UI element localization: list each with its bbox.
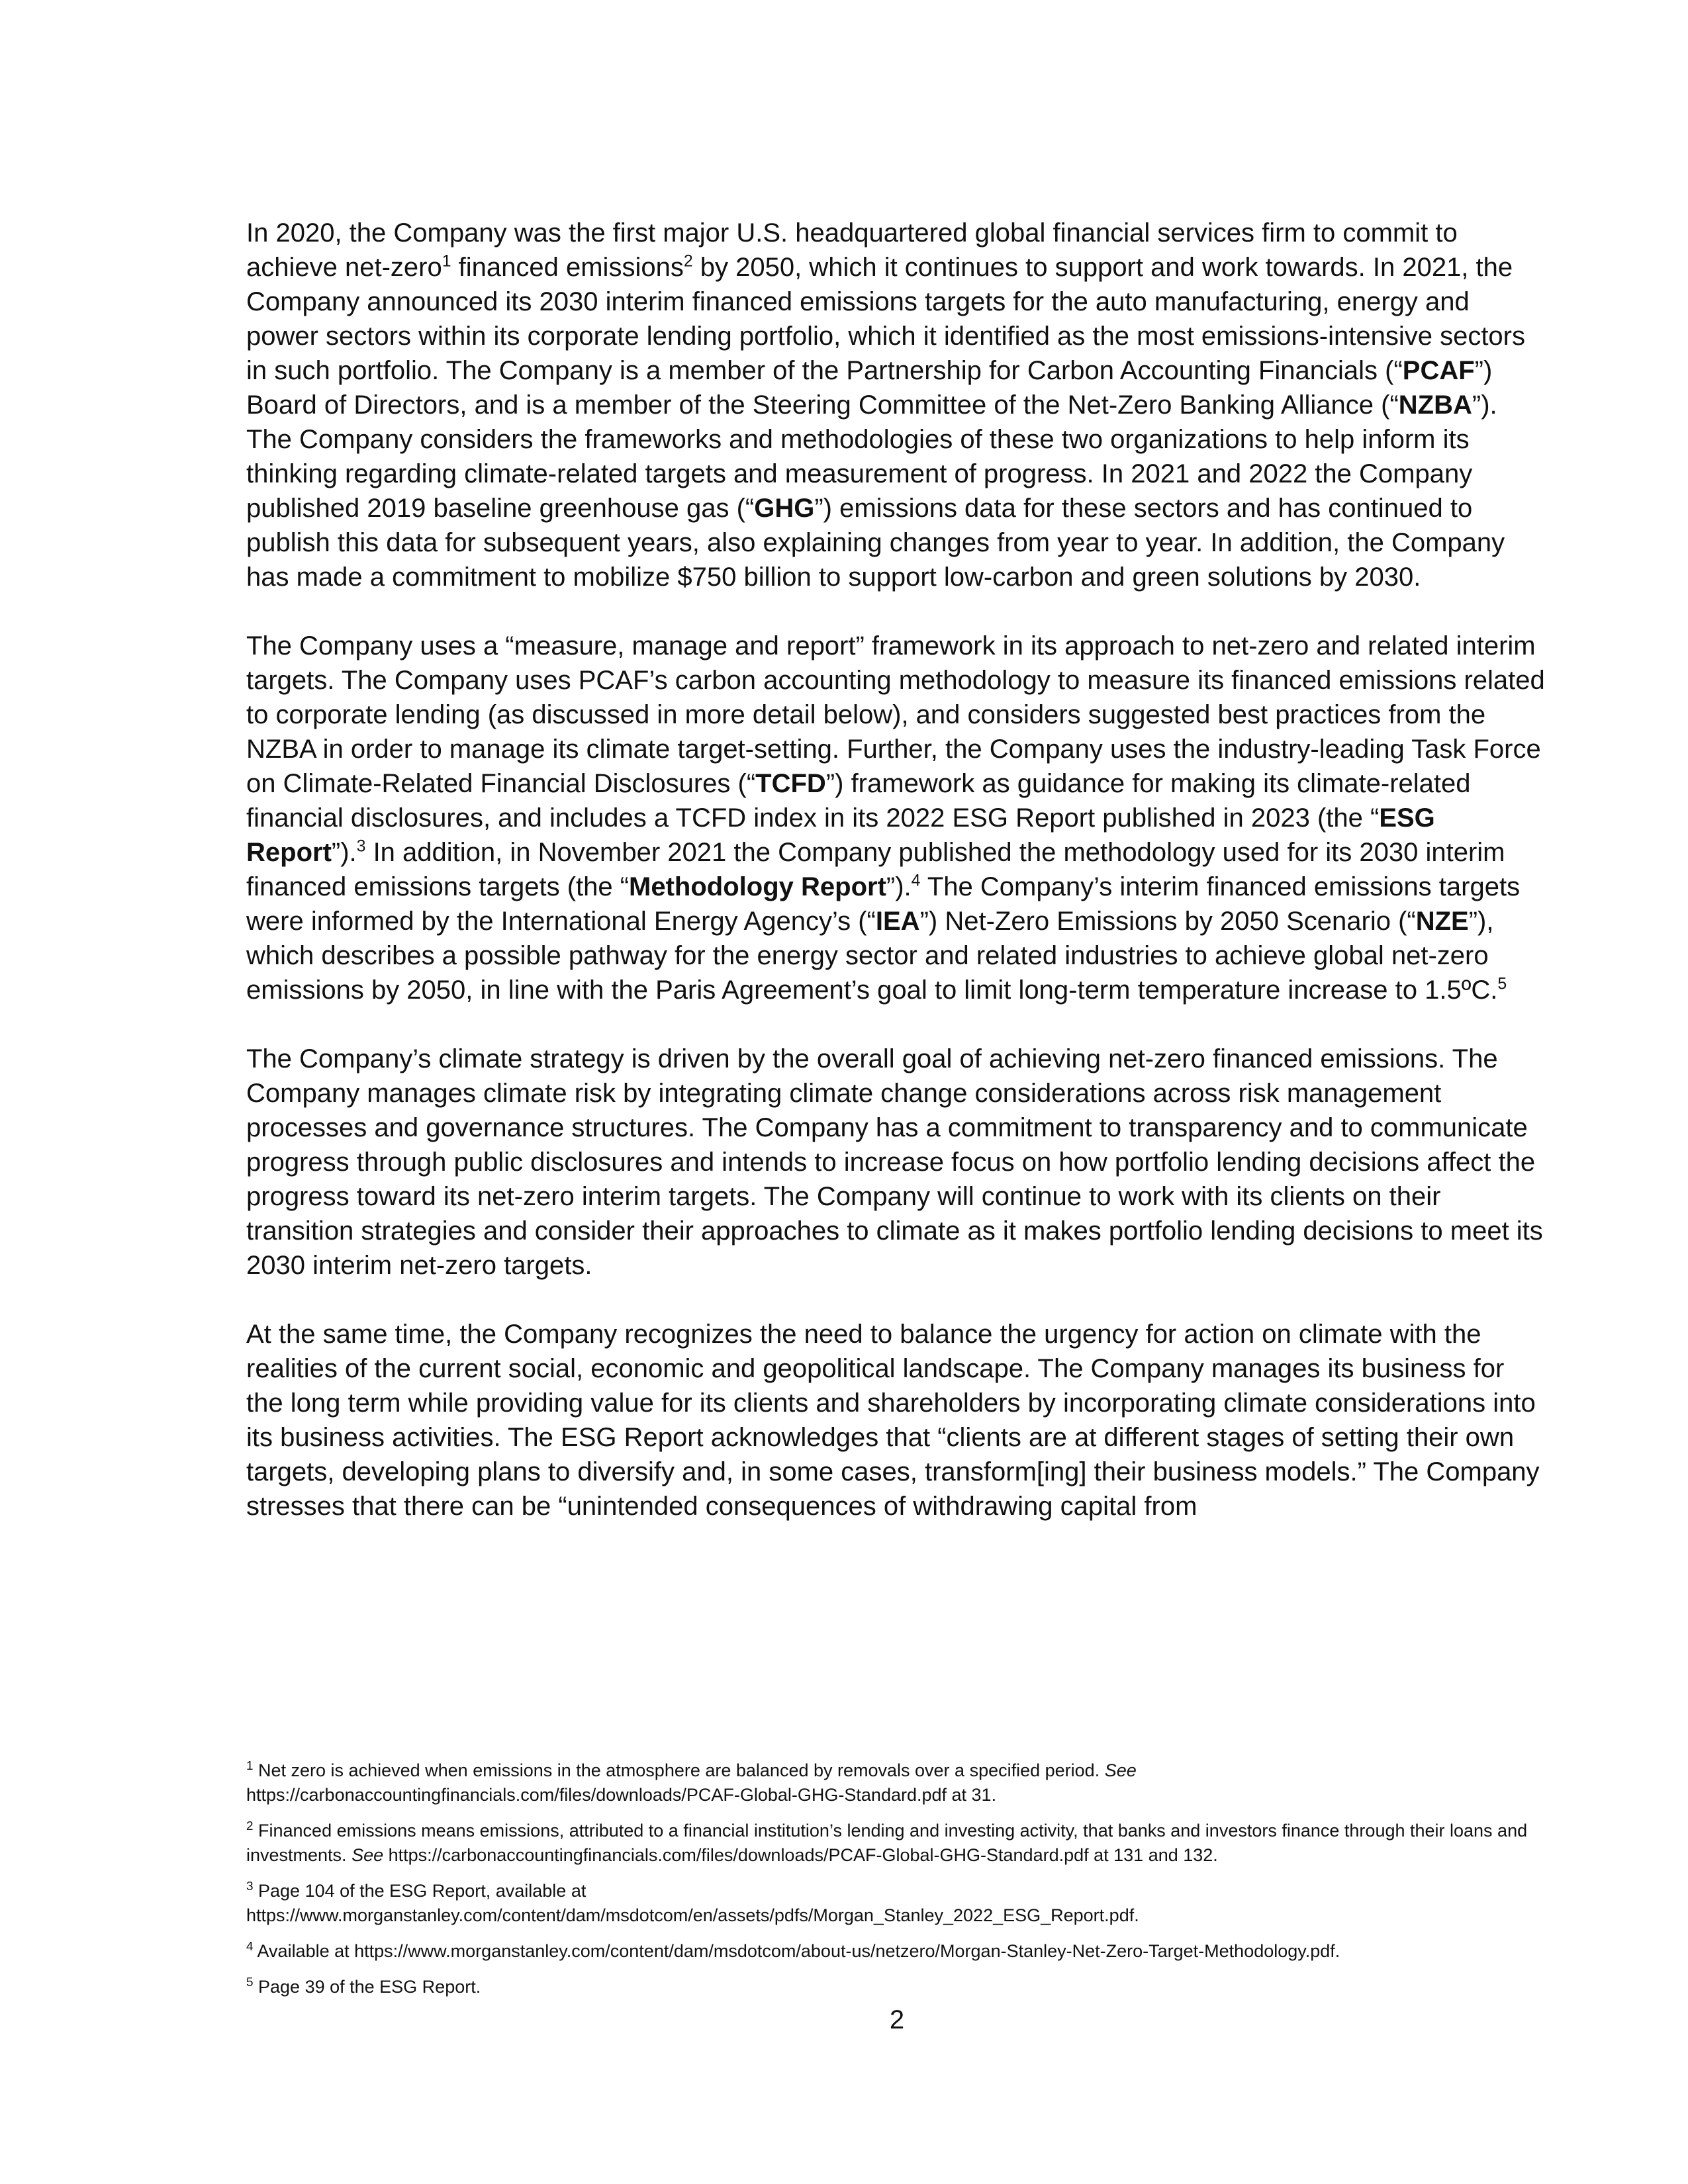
footnote-text: Page 39 of the ESG Report. (253, 1977, 481, 1997)
defined-term-nze: NZE (1415, 907, 1469, 936)
paragraph-text: ”). (331, 838, 357, 867)
paragraph-4: At the same time, the Company recognizes the need to balance the urgency for action on climate with the realities of the current social, economic and geopolitical landscape. The Company manages its business for the long term while providing value for its clients and shareholders by incorporating climate considerations into its business activities. The ESG Report acknowledges that “clients are at different stages of setting their own targets, developing plans to diversify and, in some cases, transform[ing] their business models.” The Company stresses that there can be “unintended consequences of withdrawing capital from (246, 1320, 1540, 1521)
footnote-url: https://www.morganstanley.com/content/dam/msdotcom/en/assets/pdfs/Morgan_Stanley_2022_ESG_Report.pdf. (246, 1905, 1139, 1925)
paragraph-text: ”) emissions data for these sectors and has continued to publish this data for subsequent years, also explaining changes from year to year. In addition, the Company has made a commitment to mobilize $750 billion to support low-carbon and green solutions by 2030. (246, 494, 1505, 592)
defined-term-iea: IEA (875, 907, 920, 936)
footnote-mark: 2 (246, 1819, 254, 1833)
paragraph-text: In 2020, the Company was the first major U.S. headquartered global financial services firm to commit to achieve net-zero (246, 218, 1458, 282)
paragraph-text: by 2050, which it continues to support and work towards. In 2021, the Company announced its 2030 interim financed emissions targets for the auto manufacturing, energy and power sectors within its corporate lending portfolio, which it identified as the most emissions-intensive sectors in such portfolio. The Company is a member of the Partnership for Carbon Accounting Financials (“ (246, 253, 1525, 385)
paragraph-text: In addition, in November 2021 the Company published the methodology used for its 2030 interim financed emissions targets (the “ (246, 838, 1505, 901)
footnote-url: https://carbonaccountingfinancials.com/files/downloads/PCAF-Global-GHG-Standard.pdf at 131 and 132. (383, 1845, 1218, 1865)
defined-term-ghg: GHG (754, 494, 815, 523)
footnote-2 (246, 1819, 1548, 1868)
defined-term-pcaf: PCAF (1402, 356, 1475, 385)
footnote-3 (246, 1879, 1548, 1928)
paragraph-text: ”) Board of Directors, and is a member of the Steering Committee of the Net-Zero Banking Alliance (“ (246, 356, 1493, 420)
paragraph-text: ”), which describes a possible pathway for the energy sector and related industries to achieve global net-zero emissions by 2050, in line with the Paris Agreement’s goal to limit long-term temperature increase to 1.5ºC. (246, 907, 1498, 1005)
paragraph-1 (246, 216, 1548, 594)
footnote-url: https://carbonaccountingfinancials.com/files/downloads/PCAF-Global-GHG-Standard.pdf at 31. (246, 1785, 997, 1805)
paragraph-3: The Company’s climate strategy is driven by the overall goal of achieving net-zero financed emissions. The Company manages climate risk by integrating climate change considerations across risk management processes and governance structures. The Company has a commitment to transparency and to communicate progress through public disclosures and intends to increase focus on how portfolio lending decisions affect the progress toward its net-zero interim targets. The Company will continue to work with its clients on their transition strategies and consider their approaches to climate as it makes portfolio lending decisions to meet its 2030 interim net-zero targets. (246, 1044, 1543, 1280)
footnote-see: See (1104, 1760, 1137, 1780)
footnote-ref-3: 3 (356, 837, 366, 856)
paragraph-text: ”). (886, 872, 912, 901)
footnote-mark: 5 (246, 1976, 254, 1989)
footnote-text: Available at https://www.morganstanley.com/content/dam/msdotcom/about-us/netzero/Morgan-Stanley-Net-Zero-Target-Methodology.pdf. (253, 1941, 1340, 1961)
footnote-ref-1: 1 (442, 252, 451, 271)
paragraph-text: ”) Net-Zero Emissions by 2050 Scenario (“ (919, 907, 1416, 936)
footnote-mark: 1 (246, 1759, 254, 1773)
paragraph-text: financed emissions (451, 253, 684, 282)
footnote-4 (246, 1939, 1548, 1964)
defined-term-nzba: NZBA (1398, 390, 1472, 420)
defined-term-methodology-report: Methodology Report (629, 872, 886, 901)
footnote-see: See (352, 1845, 384, 1865)
footnote-ref-5: 5 (1497, 975, 1507, 993)
footnote-text: Financed emissions means emissions, attributed to a financial institution’s lending and investing activity, that banks and investors finance through their loans and investments. (246, 1821, 1528, 1865)
paragraph-text: The Company uses a “measure, manage and report” framework in its approach to net-zero and related interim targets. The Company uses PCAF’s carbon accounting methodology to measure its financed emissions related to corporate lending (as discussed in more detail below), and considers suggested best practices from the NZBA in order to manage its climate target-setting. Further, the Company uses the industry-leading Task Force on Climate-Related Financial Disclosures (“ (246, 631, 1545, 798)
defined-term-tcfd: TCFD (755, 769, 826, 798)
footnote-mark: 3 (246, 1880, 254, 1893)
body-text (246, 216, 1548, 1558)
paragraph-text: ”) framework as guidance for making its climate-related financial disclosures, and includes a TCFD index in its 2022 ESG Report published in 2023 (the “ (246, 769, 1471, 833)
footnote-1 (246, 1758, 1548, 1807)
footnote-text: Net zero is achieved when emissions in the atmosphere are balanced by removals over a specified period. (253, 1760, 1105, 1780)
footnote-ref-2: 2 (683, 252, 693, 271)
footnote-mark: 4 (246, 1940, 254, 1954)
footnote-5 (246, 1975, 1548, 1999)
page-number: 2 (889, 2005, 905, 2034)
footnotes (246, 1758, 1548, 2011)
paragraph-text: ”). The Company considers the frameworks and methodologies of these two organizations to help inform its thinking regarding climate-related targets and measurement of progress. In 2021 and 2022 the Company published 2019 baseline greenhouse gas (“ (246, 390, 1497, 523)
paragraph-2 (246, 629, 1548, 1007)
footnote-text: Page 104 of the ESG Report, available at (253, 1881, 586, 1901)
defined-term-esg-report: ESG Report (246, 803, 1435, 867)
footnote-ref-4: 4 (911, 872, 921, 890)
paragraph-text: The Company’s interim financed emissions targets were informed by the International Energy Agency’s (“ (246, 872, 1521, 936)
